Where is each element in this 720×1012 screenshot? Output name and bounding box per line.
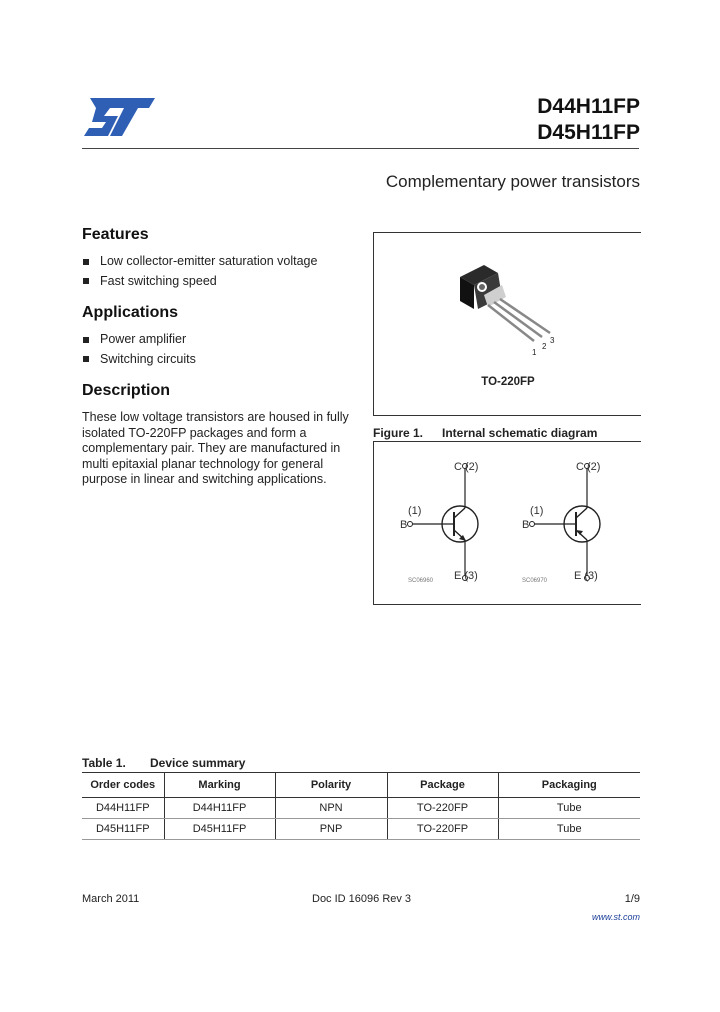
npn-diagram-code: SC06960 xyxy=(408,578,434,584)
bullet-square-icon xyxy=(83,278,89,284)
applications-heading: Applications xyxy=(82,304,179,321)
table-row xyxy=(82,819,640,840)
header-divider xyxy=(82,148,639,149)
features-heading: Features xyxy=(82,226,149,243)
applications-list xyxy=(82,330,196,369)
list-item: Power amplifier xyxy=(82,330,196,350)
table-cell: D45H11FP xyxy=(164,819,275,840)
pnp-collector-label: C (2) xyxy=(576,461,601,473)
description-text: These low voltage transistors are housed in fully isolated TO-220FP packages and form a complementary pair. They are manufactured in multi epitaxial planar technology for general purpose in linear and switching applications. xyxy=(82,410,349,486)
table-cell: TO-220FP xyxy=(387,798,498,819)
list-item: Fast switching speed xyxy=(82,272,317,292)
table-cell: D44H11FP xyxy=(164,798,275,819)
column-header: Polarity xyxy=(275,773,387,798)
features-list xyxy=(82,252,317,291)
bullet-square-icon xyxy=(83,356,89,362)
st-logo xyxy=(82,96,156,138)
pnp-base-pin-label: (1) xyxy=(530,505,544,517)
npn-transistor-symbol xyxy=(408,464,479,581)
part-number-title xyxy=(537,94,640,146)
table-cell: NPN xyxy=(275,798,387,819)
table-header-row xyxy=(82,773,640,798)
pnp-diagram-code: SC06970 xyxy=(522,578,548,584)
document-subtitle: Complementary power transistors xyxy=(385,172,640,191)
column-header: Package xyxy=(387,773,498,798)
package-figure xyxy=(373,232,641,416)
npn-emitter-label: E (3) xyxy=(454,570,478,582)
part-number-pnp: D45H11FP xyxy=(537,121,640,144)
column-header: Packaging xyxy=(498,773,640,798)
table-row xyxy=(82,798,640,819)
bullet-square-icon xyxy=(83,259,89,265)
internal-schematic-diagram xyxy=(373,441,641,605)
column-header: Marking xyxy=(164,773,275,798)
footer-doc-id: Doc ID 16096 Rev 3 xyxy=(312,893,412,905)
pin-label: 2 xyxy=(542,342,547,351)
pin-label: 3 xyxy=(550,336,555,345)
table-cell: D44H11FP xyxy=(82,798,164,819)
list-item: Switching circuits xyxy=(82,350,196,370)
list-item: Low collector-emitter saturation voltage xyxy=(82,252,317,272)
footer-website-link[interactable]: www.st.com xyxy=(591,912,640,922)
footer-date: March 2011 xyxy=(82,893,140,905)
table-cell: D45H11FP xyxy=(82,819,164,840)
figure-caption: Figure 1. Internal schematic diagram xyxy=(373,426,598,440)
footer-page-number: 1/9 xyxy=(624,893,640,905)
package-label: TO-220FP xyxy=(481,376,535,388)
table-cell: Tube xyxy=(498,819,640,840)
pnp-transistor-symbol xyxy=(530,464,601,581)
table-caption: Table 1. Device summary xyxy=(82,756,246,770)
npn-base-pin-label: (1) xyxy=(408,505,422,517)
part-number-npn: D44H11FP xyxy=(537,95,640,118)
device-summary-table xyxy=(82,772,640,840)
column-header: Order codes xyxy=(82,773,164,798)
pnp-emitter-label: E (3) xyxy=(574,570,598,582)
table-cell: Tube xyxy=(498,798,640,819)
table-cell: TO-220FP xyxy=(387,819,498,840)
to220fp-package-image xyxy=(454,261,564,361)
description-heading: Description xyxy=(82,382,171,399)
pin-label: 1 xyxy=(532,348,537,357)
pnp-base-letter: B xyxy=(522,519,530,531)
npn-collector-label: C (2) xyxy=(454,461,479,473)
table-cell: PNP xyxy=(275,819,387,840)
bullet-square-icon xyxy=(83,337,89,343)
npn-base-letter: B xyxy=(400,519,408,531)
